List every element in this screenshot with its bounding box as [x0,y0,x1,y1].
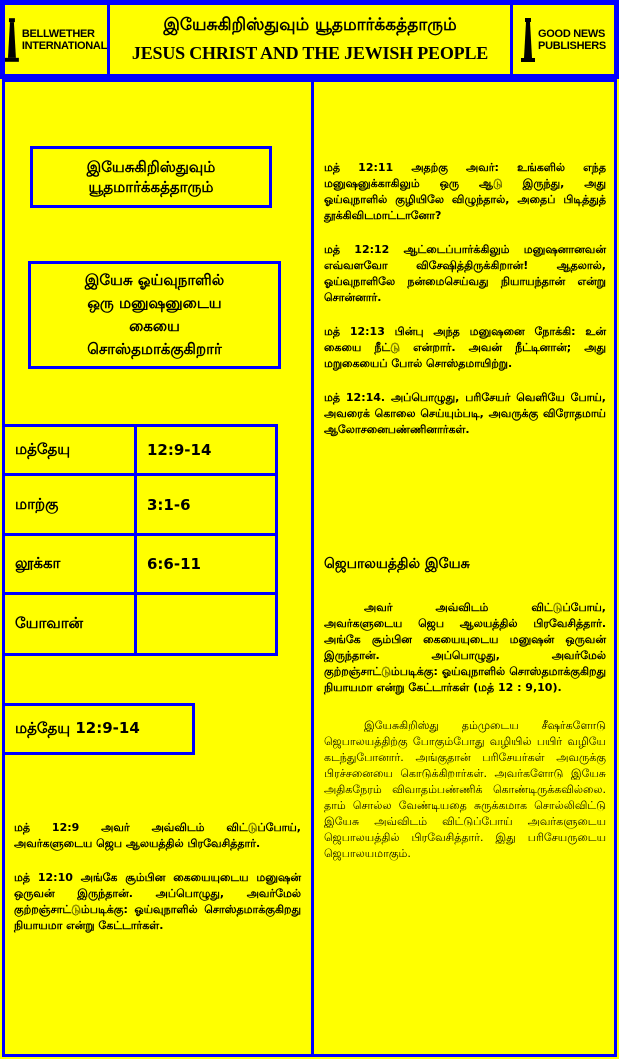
verse-paragraph: மத் 12:10 அங்கே சூம்பின கையையுடைய மனுஷன் ஒருவன் இருந்தான். அப்பொழுது, அவர்மேல் குற்றஞ்சாட்டும்படிக்கு: ஓய்வுநாளில் சொஸ்தமாக்குகிறது நியாயமா என்று கேட்டார்கள். [14,871,301,932]
ref-verse: 6:6-11 [134,533,278,595]
reference-table [2,424,278,656]
left-logo-line-1: BELLWETHER [21,27,95,40]
verse-paragraph: மத் 12:13 பின்பு அந்த மனுஷனை நோக்கி: உன் கையை நீட்டு என்றார். அவன் நீட்டினான்; அது மறுகையைப் போல் சொஸ்தமாயிற்று. [324,325,606,370]
ref-book: யோவான் [2,592,137,656]
topic-title-line-1: இயேசுகிறிஸ்துவும் [86,158,216,176]
verse-paragraph: மத் 12:11 அதற்கு அவர்: உங்களில் எந்த மனுஷனுக்காகிலும் ஒரு ஆடு இருந்து, அது ஓய்வுநாளில் குழியிலே விழுந்தால், அதைப் பிடித்துத் தூக்கிவிடமாட்டானோ? [324,161,606,222]
story-paragraph: அவர் அவ்விடம் விட்டுப்போய், அவர்களுடைய ஜெப ஆலயத்தில் பிரவேசித்தார். அங்கே சூம்பின கையையுடைய மனுஷன் ஒருவன் இருந்தான். அப்பொழுது, அவர்மேல் குற்றஞ்சாட்டும்படிக்கு: ஓய்வுநாளில் சொஸ்தமாக்குகிறது நியாயமா என்று கேட்டார்கள் (மத் 12 : 9,10). [324,601,606,694]
verse-paragraph: மத் 12:12 ஆட்டைப்பார்க்கிலும் மனுஷனானவன் எவ்வளவோ விசேஷித்திருக்கிறான்! ஆதலால், ஓய்வுநாளிலே நன்மைசெய்வது நியாயந்தான் என்று சொன்னார். [324,243,606,304]
lighthouse-icon [521,18,535,62]
right-logo-line-2: PUBLISHERS [538,39,606,52]
topic-title-line-2: யூதமார்க்கத்தாரும் [88,178,214,196]
good-news-logo [510,2,617,77]
lesson-title-line-1: இயேசு ஓய்வுநாளில் [84,271,225,289]
right-logo-line-1: GOOD NEWS [538,27,606,40]
verse-paragraph: மத் 12:9 அவர் அவ்விடம் விட்டுப்போய், அவர்களுடைய ஜெப ஆலயத்தில் பிரவேசித்தார். [14,821,301,850]
ref-book: மாற்கு [2,473,137,536]
right-text-top [324,160,606,438]
section-heading: ஜெபாலயத்தில் இயேசு [324,556,470,572]
ref-book: மத்தேயு [2,424,137,476]
ref-verse: 12:9-14 [134,424,278,476]
commentary-paragraph: இயேசுகிறிஸ்து தம்முடைய சீஷர்களோடு ஜெபாலயத்திற்கு போகும்போது வழியில் பயிர் வழியே கடந்துபோனார். அங்குதான் பரிசேயர்கள் அவருக்கு பிரச்சனையை கொடுக்கிறார்கள். அவர்களோடு இயேசு அதிகநேரம் விவாதம்பண்ணிக் கொண்டிருக்கவில்லை. தாம் சொல்ல வேண்டியதை சுருக்கமாக சொல்லிவிட்டு இயேசு அவ்விடம் விட்டுப்போய் அவர்களுடைய ஜெபாலயத்தில் பிரவேசித்தார். இது பரிசேயருடைய ஜெபாலயமாகும். [324,719,606,860]
verse-paragraph: மத் 12:14. அப்பொழுது, பரிசேயர் வெளியே போய், அவரைக் கொலை செய்யும்படி, அவருக்கு விரோதமாய் ஆலோசனைபண்ணினார்கள். [324,391,606,436]
ref-verse [134,592,278,656]
ref-verse: 3:1-6 [134,473,278,536]
topic-title-box [30,146,272,208]
bellwether-logo [2,2,110,77]
left-text [14,820,301,934]
ref-book: லூக்கா [2,533,137,595]
lesson-title-line-2: ஒரு மனுஷனுடைய [87,294,222,312]
section-title-box [2,703,195,755]
right-text-bottom [324,600,606,862]
section-title: மத்தேயு 12:9-14 [15,719,140,737]
title-block [107,2,513,77]
left-logo-line-2: INTERNATIONAL [21,39,107,52]
lesson-title-line-3: கையை [129,317,180,335]
title-tamil: இயேசுகிறிஸ்துவும் யூதமார்க்கத்தாரும் [163,15,457,35]
title-english: JESUS CHRIST AND THE JEWISH PEOPLE [131,43,489,63]
lesson-title-box [28,261,281,369]
lesson-title-line-4: சொஸ்தமாக்குகிறார் [87,340,222,358]
lighthouse-icon [5,18,19,62]
